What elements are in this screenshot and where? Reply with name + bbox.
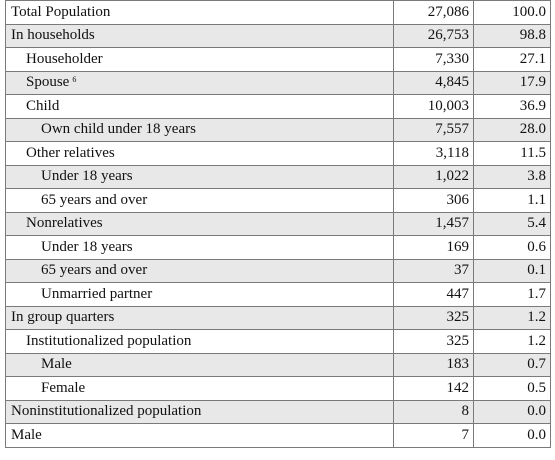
count-cell: 7,557 bbox=[394, 118, 474, 142]
row-label: Spouse bbox=[26, 74, 70, 91]
row-label-cell bbox=[6, 400, 394, 424]
percent-cell: 1.2 bbox=[474, 330, 551, 354]
count-cell: 325 bbox=[394, 330, 474, 354]
row-label: 65 years and over bbox=[41, 191, 148, 208]
row-label-cell bbox=[6, 189, 394, 213]
percent-cell: 0.0 bbox=[474, 424, 551, 448]
row-label: Under 18 years bbox=[41, 168, 133, 185]
row-label: Unmarried partner bbox=[41, 285, 153, 302]
row-label-cell bbox=[6, 1, 394, 25]
count-cell: 7,330 bbox=[394, 48, 474, 72]
row-label: In households bbox=[11, 27, 95, 44]
count-cell: 1,457 bbox=[394, 212, 474, 236]
table-row bbox=[6, 24, 551, 48]
row-label-cell bbox=[6, 71, 394, 95]
row-label-cell bbox=[6, 118, 394, 142]
percent-cell: 28.0 bbox=[474, 118, 551, 142]
row-label-cell bbox=[6, 95, 394, 119]
row-label-cell bbox=[6, 283, 394, 307]
row-label: Total Population bbox=[11, 3, 111, 20]
percent-cell: 5.4 bbox=[474, 212, 551, 236]
table-row bbox=[6, 236, 551, 260]
row-label-cell bbox=[6, 165, 394, 189]
row-label-cell bbox=[6, 24, 394, 48]
count-cell: 447 bbox=[394, 283, 474, 307]
table-row bbox=[6, 189, 551, 213]
footnote-marker: 6 bbox=[72, 75, 77, 85]
table-body bbox=[6, 1, 551, 448]
table-row bbox=[6, 330, 551, 354]
row-label-cell bbox=[6, 259, 394, 283]
table-row bbox=[6, 48, 551, 72]
count-cell: 4,845 bbox=[394, 71, 474, 95]
percent-cell: 11.5 bbox=[474, 142, 551, 166]
table-row bbox=[6, 283, 551, 307]
count-cell: 3,118 bbox=[394, 142, 474, 166]
row-label-cell bbox=[6, 142, 394, 166]
row-label-cell bbox=[6, 236, 394, 260]
percent-cell: 1.1 bbox=[474, 189, 551, 213]
count-cell: 1,022 bbox=[394, 165, 474, 189]
count-cell: 8 bbox=[394, 400, 474, 424]
count-cell: 169 bbox=[394, 236, 474, 260]
row-label: Male bbox=[11, 426, 42, 443]
table-row bbox=[6, 165, 551, 189]
row-label: Female bbox=[41, 379, 86, 396]
table-row bbox=[6, 71, 551, 95]
table-row bbox=[6, 377, 551, 401]
row-label: Institutionalized population bbox=[26, 332, 192, 349]
count-cell: 27,086 bbox=[394, 1, 474, 25]
count-cell: 26,753 bbox=[394, 24, 474, 48]
table-row bbox=[6, 353, 551, 377]
row-label: 65 years and over bbox=[41, 262, 148, 279]
percent-cell: 100.0 bbox=[474, 1, 551, 25]
percent-cell: 36.9 bbox=[474, 95, 551, 119]
row-label: Own child under 18 years bbox=[41, 121, 196, 138]
table-row bbox=[6, 259, 551, 283]
row-label-cell bbox=[6, 212, 394, 236]
table-row bbox=[6, 306, 551, 330]
table-row bbox=[6, 142, 551, 166]
percent-cell: 98.8 bbox=[474, 24, 551, 48]
row-label-cell bbox=[6, 377, 394, 401]
table-row bbox=[6, 95, 551, 119]
row-label: Nonrelatives bbox=[26, 215, 103, 232]
row-label: Child bbox=[26, 97, 60, 114]
row-label: Noninstitutionalized population bbox=[11, 403, 202, 420]
count-cell: 306 bbox=[394, 189, 474, 213]
table-row bbox=[6, 212, 551, 236]
row-label-cell bbox=[6, 48, 394, 72]
row-label-cell bbox=[6, 424, 394, 448]
count-cell: 183 bbox=[394, 353, 474, 377]
percent-cell: 0.0 bbox=[474, 400, 551, 424]
percent-cell: 27.1 bbox=[474, 48, 551, 72]
percent-cell: 1.7 bbox=[474, 283, 551, 307]
count-cell: 10,003 bbox=[394, 95, 474, 119]
percent-cell: 0.1 bbox=[474, 259, 551, 283]
row-label-cell bbox=[6, 330, 394, 354]
row-label: Householder bbox=[26, 50, 103, 67]
count-cell: 37 bbox=[394, 259, 474, 283]
percent-cell: 0.5 bbox=[474, 377, 551, 401]
row-label: Male bbox=[41, 356, 72, 373]
household-relationship-table bbox=[5, 0, 551, 448]
row-label: Under 18 years bbox=[41, 238, 133, 255]
percent-cell: 0.7 bbox=[474, 353, 551, 377]
table-row bbox=[6, 400, 551, 424]
count-cell: 325 bbox=[394, 306, 474, 330]
table-row bbox=[6, 424, 551, 448]
percent-cell: 1.2 bbox=[474, 306, 551, 330]
count-cell: 7 bbox=[394, 424, 474, 448]
table-row bbox=[6, 1, 551, 25]
row-label: In group quarters bbox=[11, 309, 115, 326]
percent-cell: 0.6 bbox=[474, 236, 551, 260]
percent-cell: 17.9 bbox=[474, 71, 551, 95]
table-row bbox=[6, 118, 551, 142]
count-cell: 142 bbox=[394, 377, 474, 401]
percent-cell: 3.8 bbox=[474, 165, 551, 189]
row-label: Other relatives bbox=[26, 144, 115, 161]
row-label-cell bbox=[6, 306, 394, 330]
row-label-cell bbox=[6, 353, 394, 377]
